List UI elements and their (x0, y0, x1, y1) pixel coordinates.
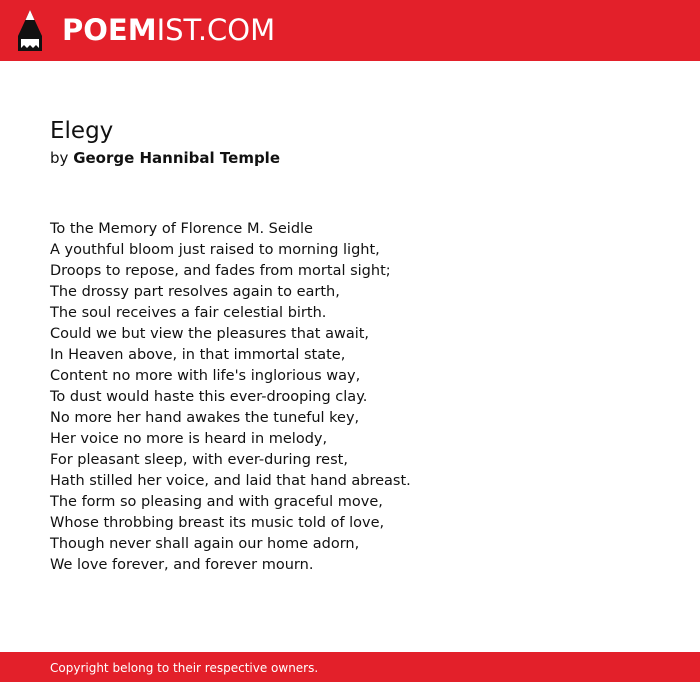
pencil-icon[interactable] (18, 10, 42, 51)
poem-line: Whose throbbing breast its music told of love, (50, 515, 385, 531)
poem-line: Content no more with life's inglorious way, (50, 368, 361, 384)
poem-line: A youthful bloom just raised to morning light, (50, 242, 380, 258)
author-name: George Hannibal Temple (73, 149, 281, 167)
logo-text-light: IST.COM (156, 13, 276, 47)
poem-line: For pleasant sleep, with ever-during rest, (50, 452, 348, 468)
poem-line: To the Memory of Florence M. Seidle (50, 221, 313, 237)
poem-line: To dust would haste this ever-drooping clay. (50, 389, 368, 405)
poem-line: Hath stilled her voice, and laid that hand abreast. (50, 473, 411, 489)
logo-text-bold: POEM (62, 13, 157, 47)
site-logo[interactable] (62, 12, 275, 48)
poem-line: No more her hand awakes the tuneful key, (50, 410, 360, 426)
site-header (0, 0, 700, 61)
byline (50, 147, 650, 169)
poem-line: The drossy part resolves again to earth, (50, 284, 340, 300)
poem-body (50, 219, 650, 576)
copyright-text: Copyright belong to their respective owners. (50, 661, 319, 675)
poem-line: The form so pleasing and with graceful move, (50, 494, 383, 510)
poem-line: We love forever, and forever mourn. (50, 557, 314, 573)
poem-title: Elegy (50, 118, 114, 144)
poem-line: Could we but view the pleasures that await, (50, 326, 370, 342)
poem-line: Her voice no more is heard in melody, (50, 431, 328, 447)
poem-line: Though never shall again our home adorn, (50, 536, 360, 552)
poem-header (50, 116, 650, 169)
poem-line: In Heaven above, in that immortal state, (50, 347, 346, 363)
poem-line: The soul receives a fair celestial birth. (50, 305, 327, 321)
by-label: by (50, 149, 69, 167)
site-footer (0, 652, 700, 682)
poem-line: Droops to repose, and fades from mortal sight; (50, 263, 391, 279)
